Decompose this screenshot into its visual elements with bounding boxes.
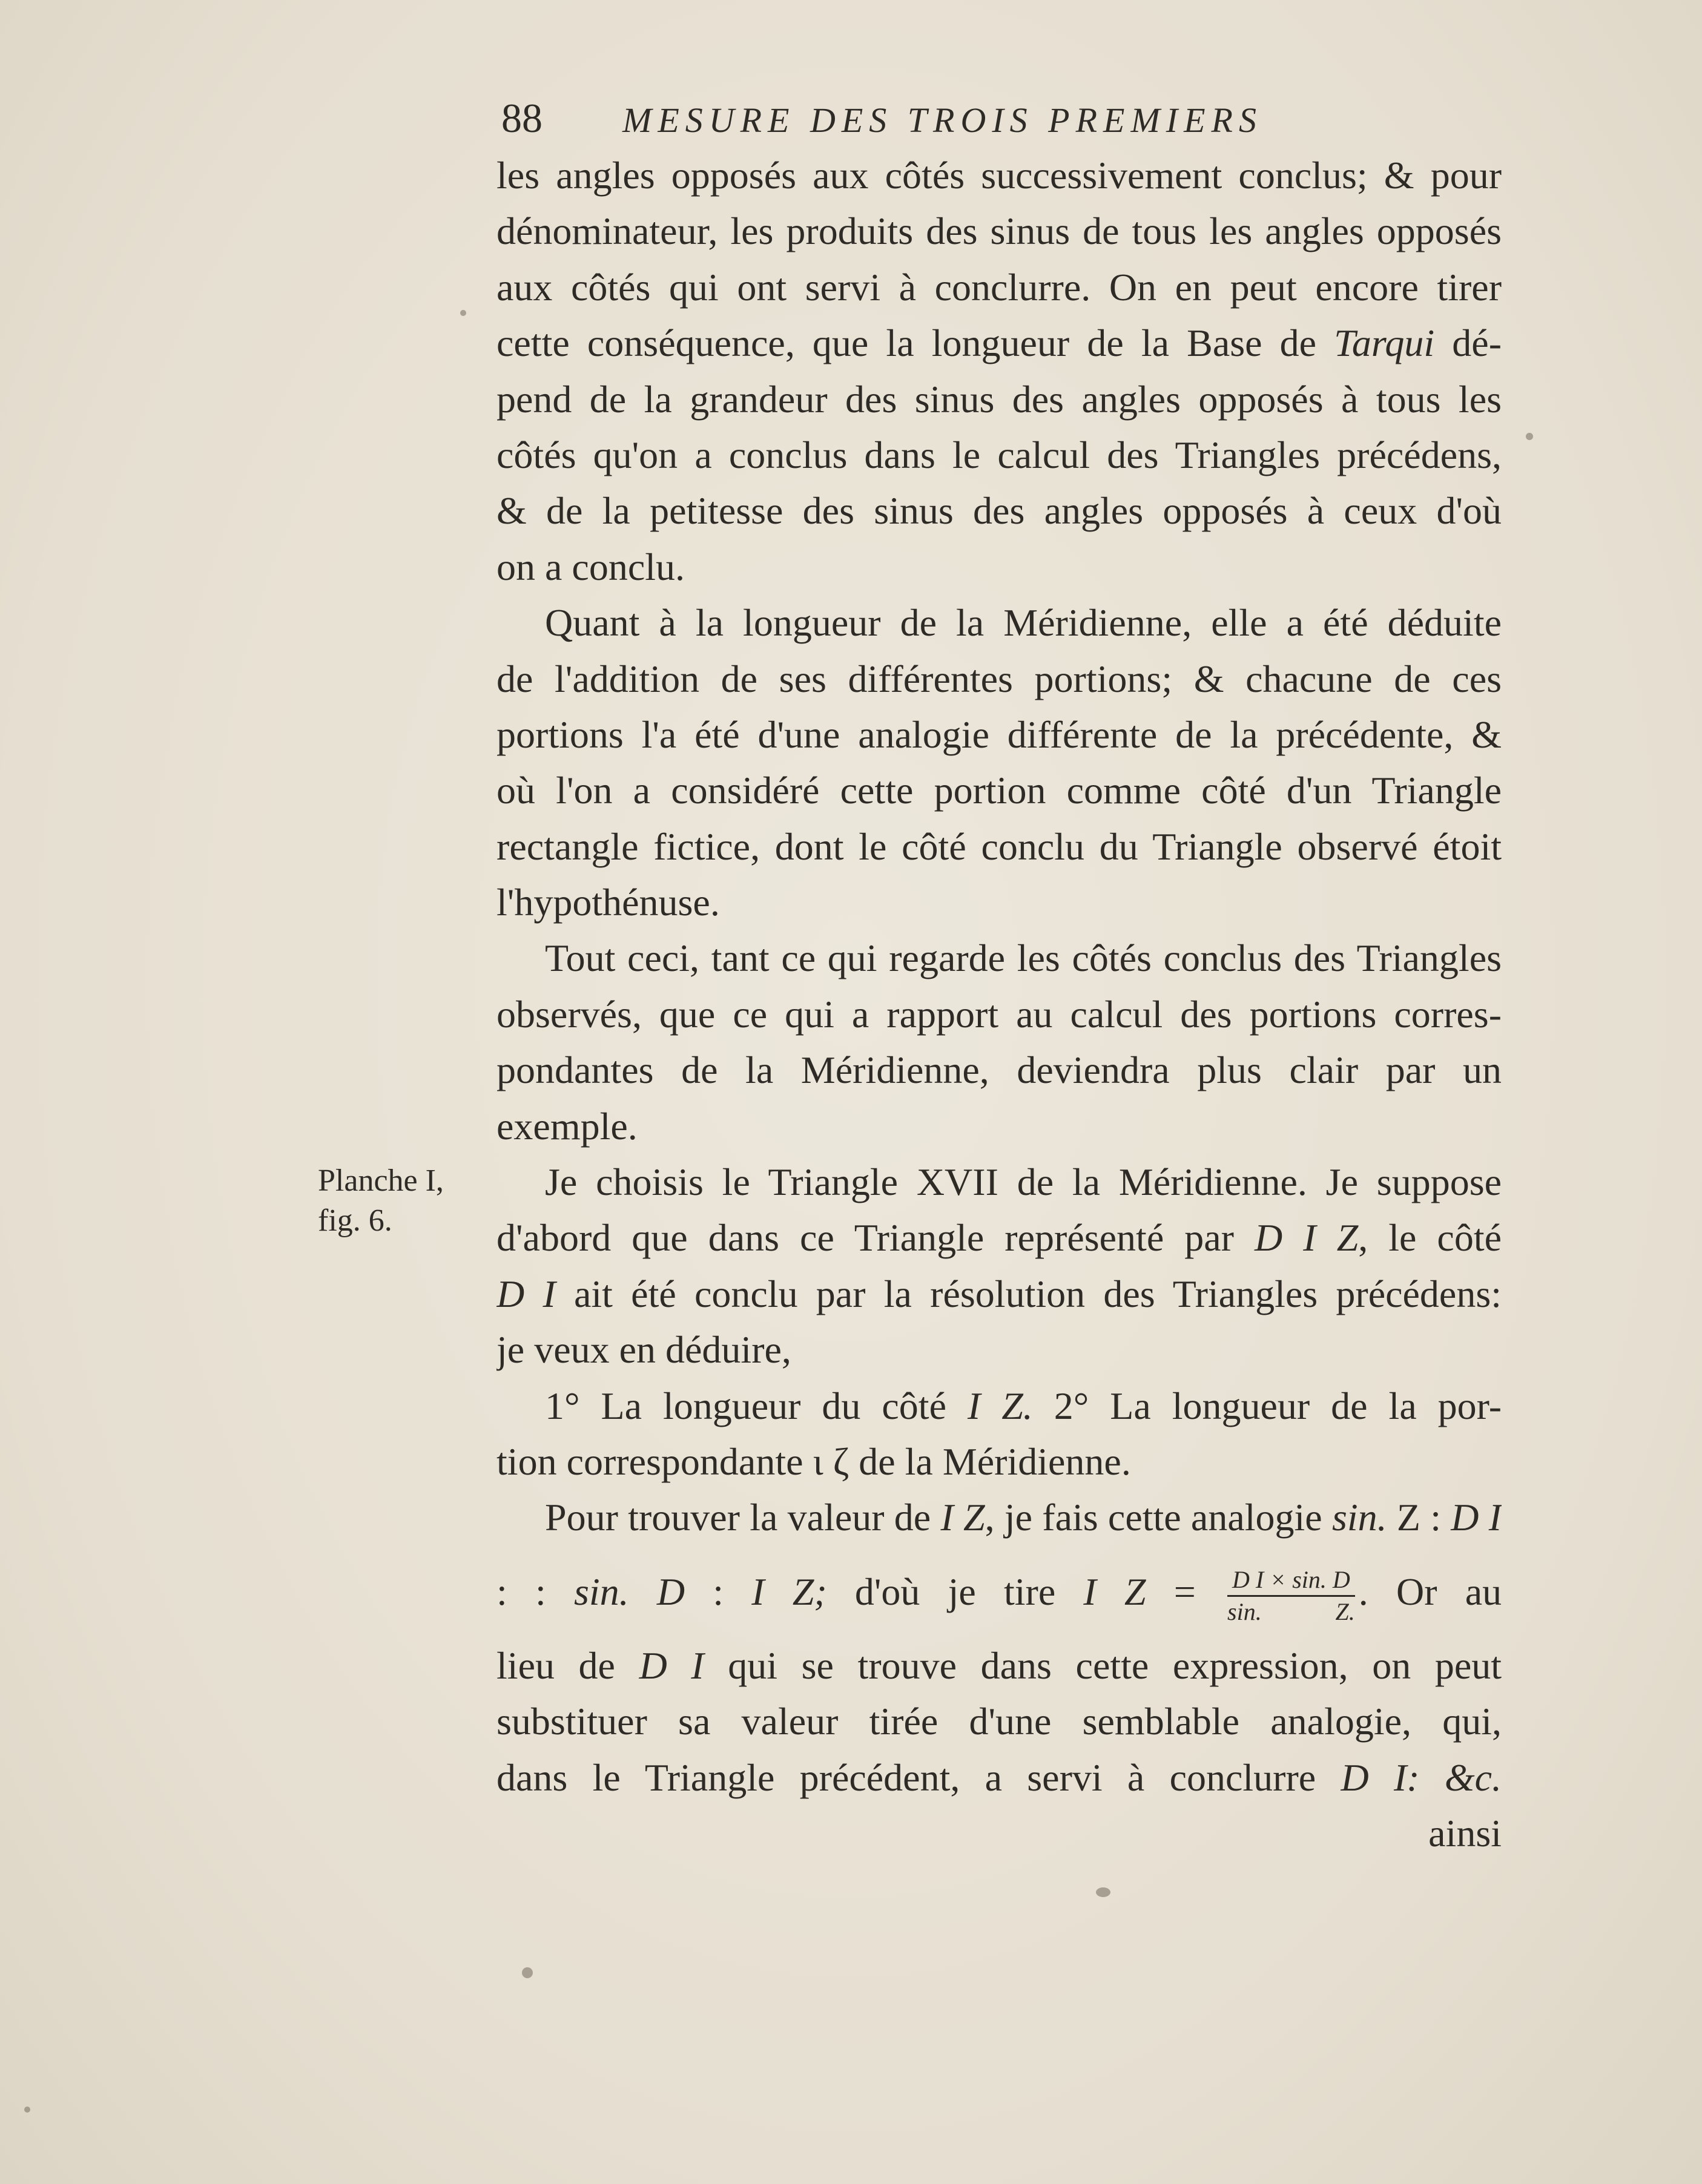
paper-speck — [1526, 433, 1533, 440]
text-line: exemple. — [496, 1104, 638, 1148]
paper-speck — [460, 310, 466, 316]
text-line: d'abord que dans ce Triangle représenté par D I Z, le côté — [496, 1216, 1502, 1260]
text-line: Pour trouver la valeur de I Z, je fais cette analogie sin. Z : D I — [545, 1496, 1502, 1539]
math-expression: sin. D — [573, 1570, 685, 1613]
math-expression: D I — [1451, 1496, 1502, 1539]
text-line: de l'addition de ses différentes portions; & chacune de ces — [496, 657, 1502, 700]
math-expression: D I: &c. — [1341, 1755, 1502, 1799]
text-line: les angles opposés aux côtés successivement conclus; & pour — [496, 154, 1502, 197]
text-line: côtés qu'on a conclus dans le calcul des Triangles précédens, — [496, 433, 1502, 476]
math-expression: sin. — [1331, 1496, 1387, 1539]
paper-speck — [1096, 1887, 1110, 1897]
text-line: Quant à la longueur de la Méridienne, elle a été déduite — [545, 601, 1502, 645]
running-title: MESURE DES TROIS PREMIERS — [622, 100, 1262, 140]
math-expression: D I — [496, 1272, 556, 1315]
math-expression: I Z. — [967, 1384, 1033, 1427]
margin-note-plate: Planche I, — [318, 1163, 444, 1198]
text-line: dénominateur, les produits des sinus de tous les angles opposés — [496, 209, 1502, 253]
catchword: ainsi — [1428, 1811, 1502, 1855]
fraction-numerator: D I × sin. D — [1227, 1565, 1355, 1597]
body-text — [496, 148, 1502, 1861]
text-line: tion correspondante ι ζ de la Méridienne. — [496, 1439, 1131, 1483]
fraction-denominator: sin. Z. — [1227, 1597, 1355, 1625]
margin-note-figure: fig. 6. — [318, 1203, 392, 1238]
place-name: Tarqui — [1334, 321, 1435, 365]
text-line: 1° La longueur du côté I Z. 2° La longueur de la por- — [545, 1384, 1502, 1427]
paper-speck — [24, 2107, 30, 2113]
text-line: aux côtés qui ont servi à conclurre. On en peut encore tirer — [496, 265, 1502, 309]
text-line: substituer sa valeur tirée d'une semblable analogie, qui, — [496, 1700, 1502, 1743]
math-expression: D I Z — [1255, 1216, 1359, 1260]
text-line: & de la petitesse des sinus des angles opposés à ceux d'où — [496, 489, 1502, 533]
text-line: cette conséquence, que la longueur de la Base de Tarqui dé- — [496, 321, 1502, 365]
text-line: portions l'a été d'une analogie différente de la précédente, & — [496, 712, 1502, 756]
text-line: lieu de D I qui se trouve dans cette expression, on peut — [496, 1643, 1502, 1687]
math-expression: D I — [639, 1643, 704, 1687]
fraction — [1227, 1565, 1355, 1627]
text-line: Tout ceci, tant ce qui regarde les côtés conclus des Triangles — [545, 936, 1502, 980]
text-line: l'hypothénuse. — [496, 881, 720, 924]
text-line: on a conclu. — [496, 545, 685, 588]
text-line: pondantes de la Méridienne, deviendra plus clair par un — [496, 1048, 1502, 1092]
paper-speck — [522, 1967, 533, 1978]
text-line: D I ait été conclu par la résolution des Triangles précédens: — [496, 1272, 1502, 1315]
text-line: dans le Triangle précédent, a servi à conclurre D I: &c. — [496, 1755, 1502, 1799]
margin-note — [318, 1161, 475, 1241]
text-line: rectangle fictice, dont le côté conclu du Triangle observé étoit — [496, 824, 1502, 868]
math-expression: I Z — [1083, 1570, 1146, 1613]
text-line: où l'on a considéré cette portion comme côté d'un Triangle — [496, 769, 1502, 812]
math-expression: I Z; — [751, 1570, 827, 1613]
page-number: 88 — [501, 95, 543, 141]
text-line: je veux en déduire, — [496, 1328, 791, 1372]
page-header — [501, 85, 1500, 151]
equation-line: : : sin. D : I Z; d'où je tire I Z = $\frac{\text{D I × sin. D}}{\sin. Z.}$ . Or au — [496, 1546, 1502, 1638]
text-line: Je choisis le Triangle XVII de la Méridienne. Je suppose — [545, 1160, 1502, 1204]
text-line: observés, que ce qui a rapport au calcul des portions corres- — [496, 992, 1502, 1036]
text-line: pend de la grandeur des sinus des angles opposés à tous les — [496, 377, 1502, 421]
math-expression: I Z — [940, 1496, 985, 1539]
